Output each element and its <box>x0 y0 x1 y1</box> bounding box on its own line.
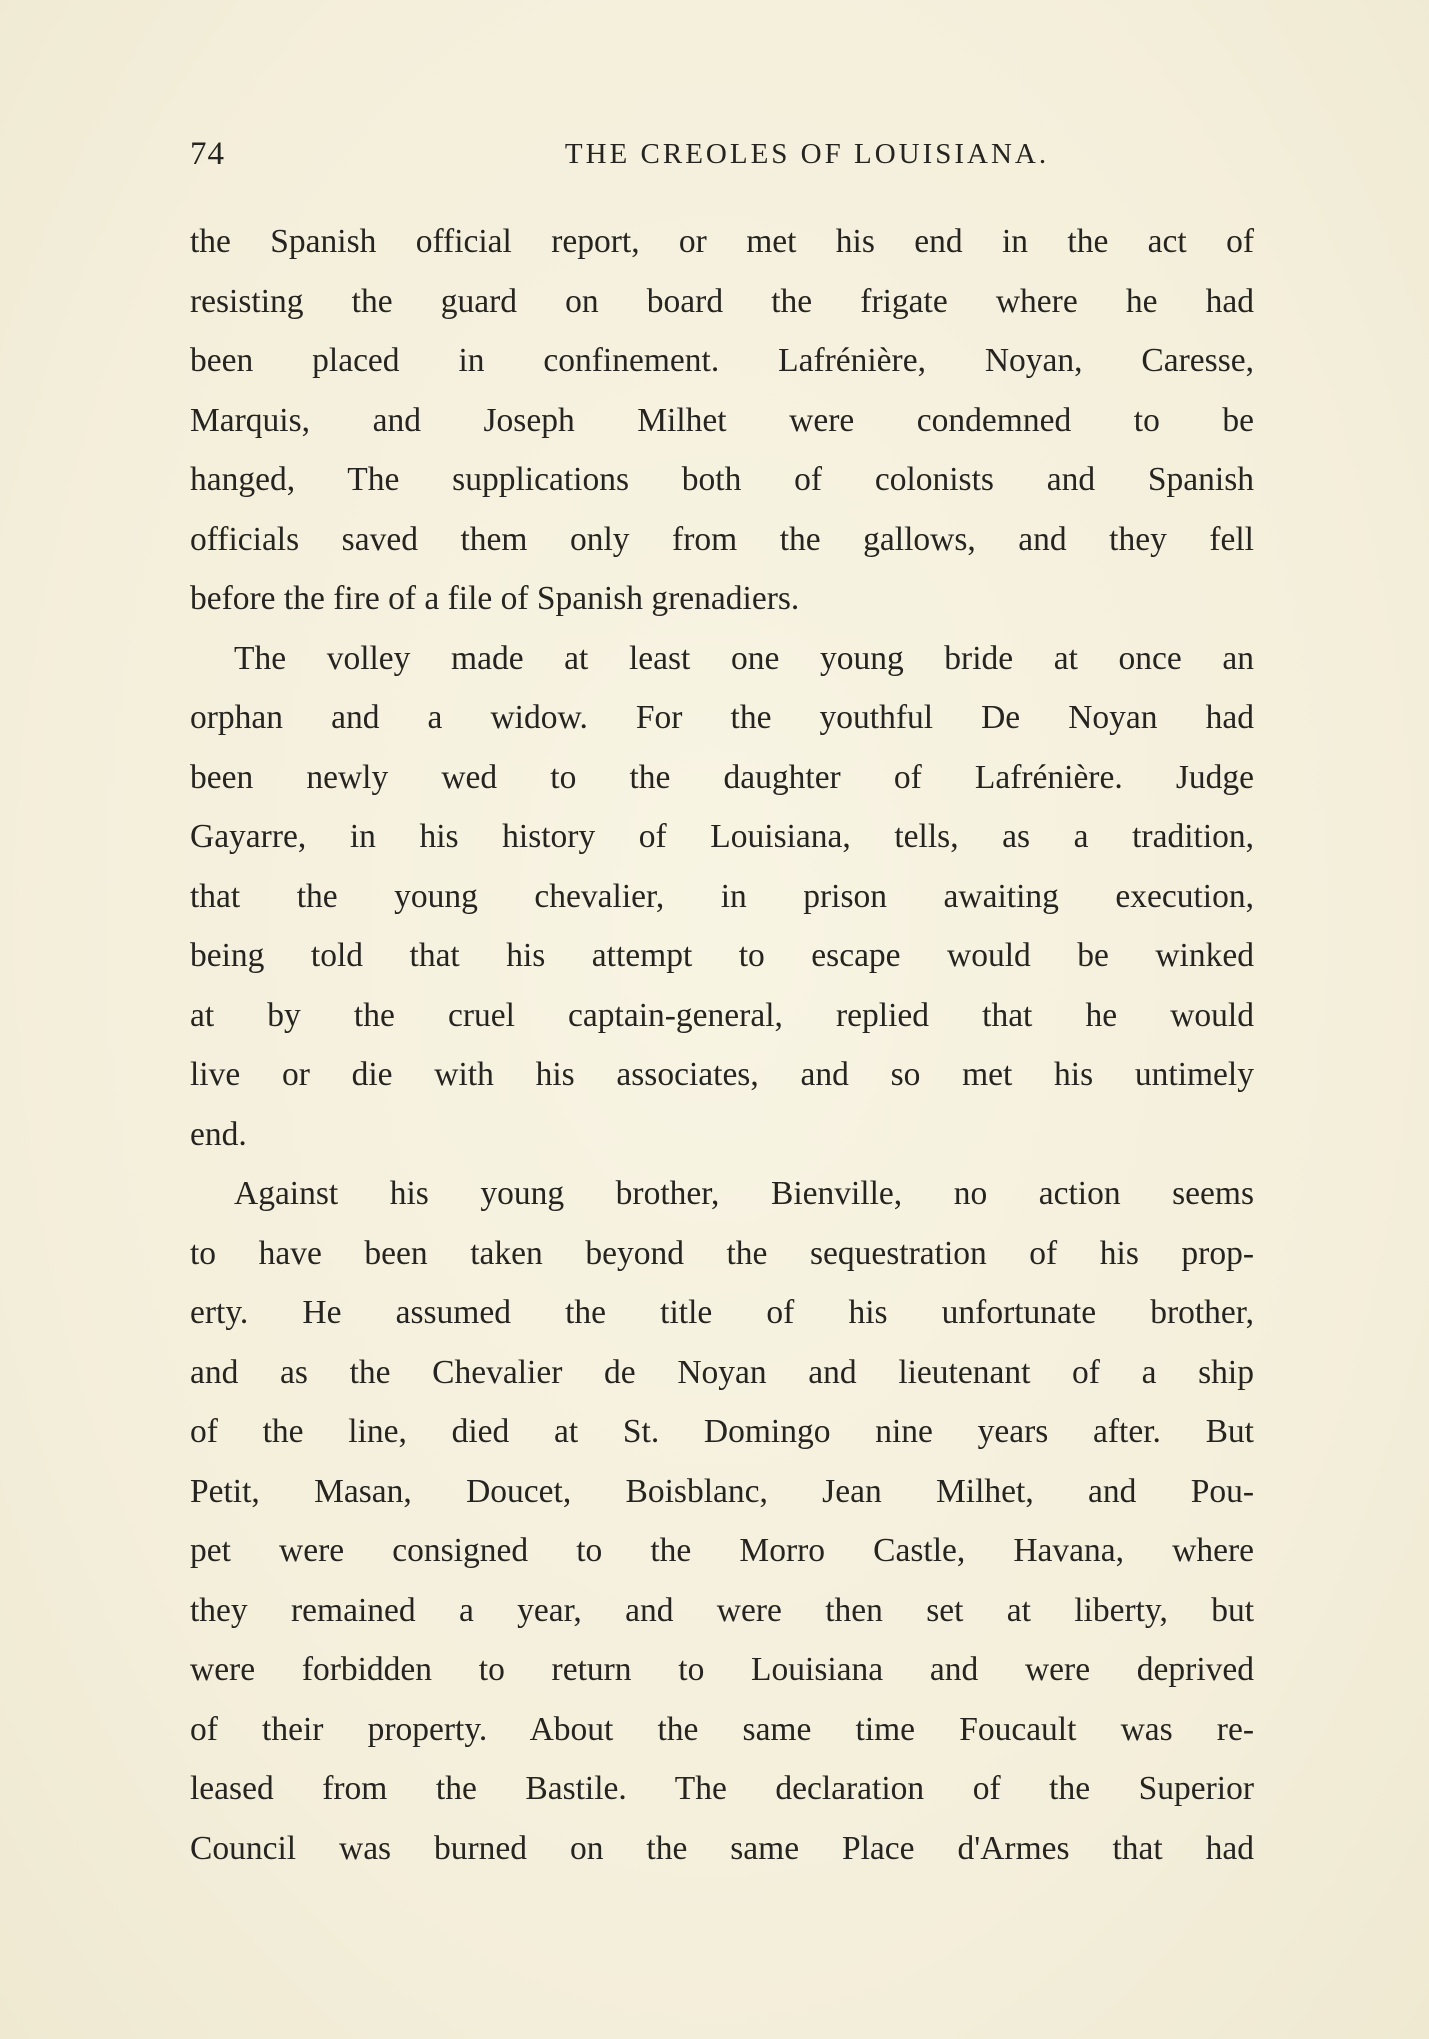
text-line: they remained a year, and were then set at liberty, but <box>190 1591 1254 1629</box>
text-line: live or die with his associates, and so met his untimely <box>190 1056 1254 1093</box>
text-line: leased from the Bastile. The declaration of the Superior <box>190 1770 1254 1807</box>
text-line: been placed in confinement. Lafrénière, Noyan, Caresse, <box>190 342 1254 379</box>
text-line: Council was burned on the same Place d'Armes that had <box>190 1829 1254 1867</box>
paragraph-start-line: The volley made at least one young bride at once an <box>234 639 1254 677</box>
text-line: Gayarre, in his history of Louisiana, tells, as a tradition, <box>190 818 1254 855</box>
body-text <box>190 212 1254 1878</box>
text-line: end. <box>190 1115 247 1153</box>
text-line: pet were consigned to the Morro Castle, Havana, where <box>190 1532 1254 1569</box>
running-title: THE CREOLES OF LOUISIANA. <box>564 138 1050 170</box>
text-line: of their property. About the same time Foucault was re- <box>190 1710 1254 1748</box>
text-line: resisting the guard on board the frigate where he had <box>190 282 1254 320</box>
text-line: orphan and a widow. For the youthful De Noyan had <box>190 699 1254 736</box>
text-line: erty. He assumed the title of his unfortunate brother, <box>190 1294 1254 1331</box>
text-line: Petit, Masan, Doucet, Boisblanc, Jean Milhet, and Pou- <box>190 1472 1254 1510</box>
text-line: the Spanish official report, or met his end in the act of <box>190 223 1254 260</box>
text-line: at by the cruel captain-general, replied that he would <box>190 996 1254 1034</box>
page-header <box>190 136 1254 176</box>
text-line: that the young chevalier, in prison awaiting execution, <box>190 877 1254 915</box>
page-number: 74 <box>190 136 225 172</box>
text-line: Marquis, and Joseph Milhet were condemned to be <box>190 401 1254 439</box>
paragraph-start-line: Against his young brother, Bienville, no action seems <box>234 1175 1254 1212</box>
text-line: and as the Chevalier de Noyan and lieutenant of a ship <box>190 1353 1254 1391</box>
text-line: hanged, The supplications both of colonists and Spanish <box>190 461 1254 498</box>
text-line: of the line, died at St. Domingo nine years after. But <box>190 1413 1254 1450</box>
text-line: were forbidden to return to Louisiana and were deprived <box>190 1651 1254 1688</box>
text-line: being told that his attempt to escape would be winked <box>190 937 1254 974</box>
text-line: officials saved them only from the gallows, and they fell <box>190 520 1254 558</box>
text-line: before the fire of a file of Spanish grenadiers. <box>190 580 800 617</box>
text-line: to have been taken beyond the sequestration of his prop- <box>190 1234 1254 1272</box>
text-line: been newly wed to the daughter of Lafrénière. Judge <box>190 758 1254 796</box>
